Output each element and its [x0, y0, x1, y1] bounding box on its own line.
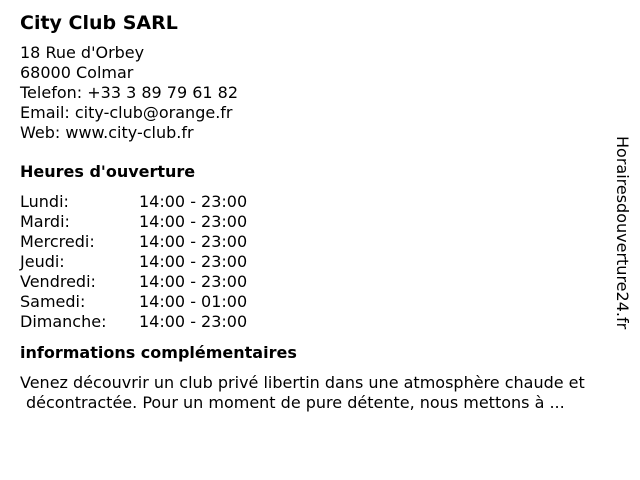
time-range: 14:00 - 23:00 [139, 232, 248, 251]
info-heading: informations complémentaires [20, 343, 297, 362]
hours-row-friday [20, 272, 620, 292]
time-range: 14:00 - 01:00 [139, 292, 248, 311]
business-card [20, 12, 620, 413]
web-line: Web: www.city-club.fr [20, 123, 194, 142]
hours-row-monday [20, 192, 620, 212]
hours-row-wednesday [20, 232, 620, 252]
day-label: Lundi: [20, 192, 69, 211]
phone-line: Telefon: +33 3 89 79 61 82 [20, 83, 239, 102]
hours-heading: Heures d'ouverture [20, 162, 196, 181]
info-description [20, 373, 635, 413]
day-label: Mardi: [20, 212, 70, 231]
hours-row-sunday [20, 312, 620, 332]
day-label: Dimanche: [20, 312, 107, 331]
info-line-1: Venez découvrir un club privé libertin dans une atmosphère chaude et [20, 373, 585, 392]
address-city: 68000 Colmar [20, 63, 134, 82]
hours-row-saturday [20, 292, 620, 312]
site-watermark: Horairesdouverture24.fr [613, 136, 632, 330]
day-label: Mercredi: [20, 232, 95, 251]
address-street: 18 Rue d'Orbey [20, 43, 145, 62]
address-block [20, 43, 620, 143]
time-range: 14:00 - 23:00 [139, 212, 248, 231]
business-name: City Club SARL [20, 12, 178, 34]
day-label: Jeudi: [20, 252, 65, 271]
hours-row-tuesday [20, 212, 620, 232]
day-label: Vendredi: [20, 272, 96, 291]
time-range: 14:00 - 23:00 [139, 252, 248, 271]
time-range: 14:00 - 23:00 [139, 192, 248, 211]
email-line: Email: city-club@orange.fr [20, 103, 233, 122]
time-range: 14:00 - 23:00 [139, 312, 248, 331]
hours-table [20, 192, 620, 332]
hours-row-thursday [20, 252, 620, 272]
day-label: Samedi: [20, 292, 86, 311]
time-range: 14:00 - 23:00 [139, 272, 248, 291]
info-line-2: décontractée. Pour un moment de pure détente, nous mettons à ... [26, 393, 565, 412]
